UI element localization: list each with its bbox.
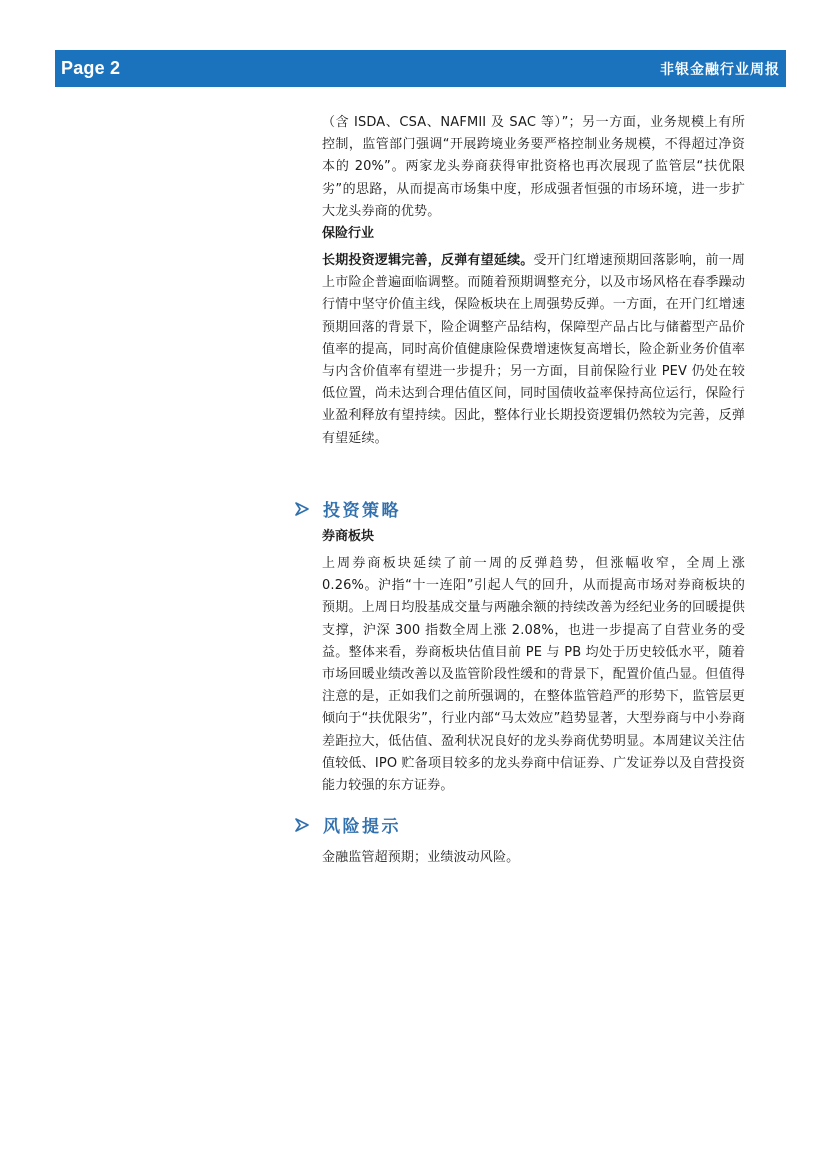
brokerage-paragraph: 上周券商板块延续了前一周的反弹趋势，但涨幅收窄，全周上涨 0.26%。沪指“十一连阳”引起人气的回升，从而提高市场对券商板块的预期。上周日均股基成交量与两融余额的持续改善为经纪业务的回暖提供支撑，沪深 300 指数全周上涨 2.08%，也进一步提高了自营业务的受益。整体来看，券商板块估值目前 PE 与 PB 均处于历史较低水平，随着市场回暖业绩改善以及监管阶段性缓和的背景下，配置价值凸显。但值得注意的是，正如我们之前所强调的，在整体监管趋严的形势下，监管层更倾向于“扶优限劣”，行业内部“马太效应”趋势显著，大型券商与中小券商差距拉大，低估值、盈利状况良好的龙头券商优势明显。本周建议关注估值较低、IPO 贮备项目较多的龙头券商中信证券、广发证券以及自营投资能力较强的东方证券。 xyxy=(322,556,745,794)
insurance-body: 受开门红增速预期回落影响，前一周上市险企普遍面临调整。而随着预期调整充分，以及市场风格在春季躁动行情中坚守价值主线，保险板块在上周强势反弹。一方面，在开门红增速预期回落的背景下，险企调整产品结构，保障型产品占比与储蓄型产品价值率的提高，同时高价值健康险保费增速恢复高增长，险企新业务价值率与内含价值率有望进一步提升；另一方面，目前保险行业 PEV 仍处在较低位置，尚未达到合理估值区间，同时国债收益率保持高位运行，保险行业盈利释放有望持续。因此，整体行业长期投资逻辑仍然较为完善，反弹有望延续。 xyxy=(322,253,745,446)
report-title: 非银金融行业周报 xyxy=(660,61,780,78)
insurance-block xyxy=(322,223,745,450)
page-number: Page 2 xyxy=(61,58,121,78)
strategy-section-header xyxy=(295,496,401,521)
risk-paragraph: 金融监管超预期；业绩波动风险。 xyxy=(322,850,520,865)
arrow-bullet-icon xyxy=(295,818,309,832)
strategy-block xyxy=(322,526,745,797)
insurance-heading: 保险行业 xyxy=(322,226,375,241)
brokerage-heading: 券商板块 xyxy=(322,529,375,544)
intro-paragraph: （含 ISDA、CSA、NAFMII 及 SAC 等）”；另一方面，业务规模上有所控制，监管部门强调“开展跨境业务要严格控制业务规模，不得超过净资本的 20%”。两家龙头券商获得审批资格也再次展现了监管层“扶优限劣”的思路，从而提高市场集中度，形成强者恒强的市场环境，进一步扩大龙头券商的优势。 xyxy=(322,115,745,219)
risk-title: 风险提示 xyxy=(323,817,401,837)
page-header xyxy=(55,50,786,87)
insurance-paragraph xyxy=(322,250,745,450)
arrow-bullet-icon xyxy=(295,502,309,516)
intro-block xyxy=(322,112,745,223)
risk-block xyxy=(322,847,745,869)
insurance-lead: 长期投资逻辑完善，反弹有望延续。 xyxy=(322,253,534,268)
risk-section-header xyxy=(295,812,401,837)
strategy-title: 投资策略 xyxy=(323,501,401,521)
